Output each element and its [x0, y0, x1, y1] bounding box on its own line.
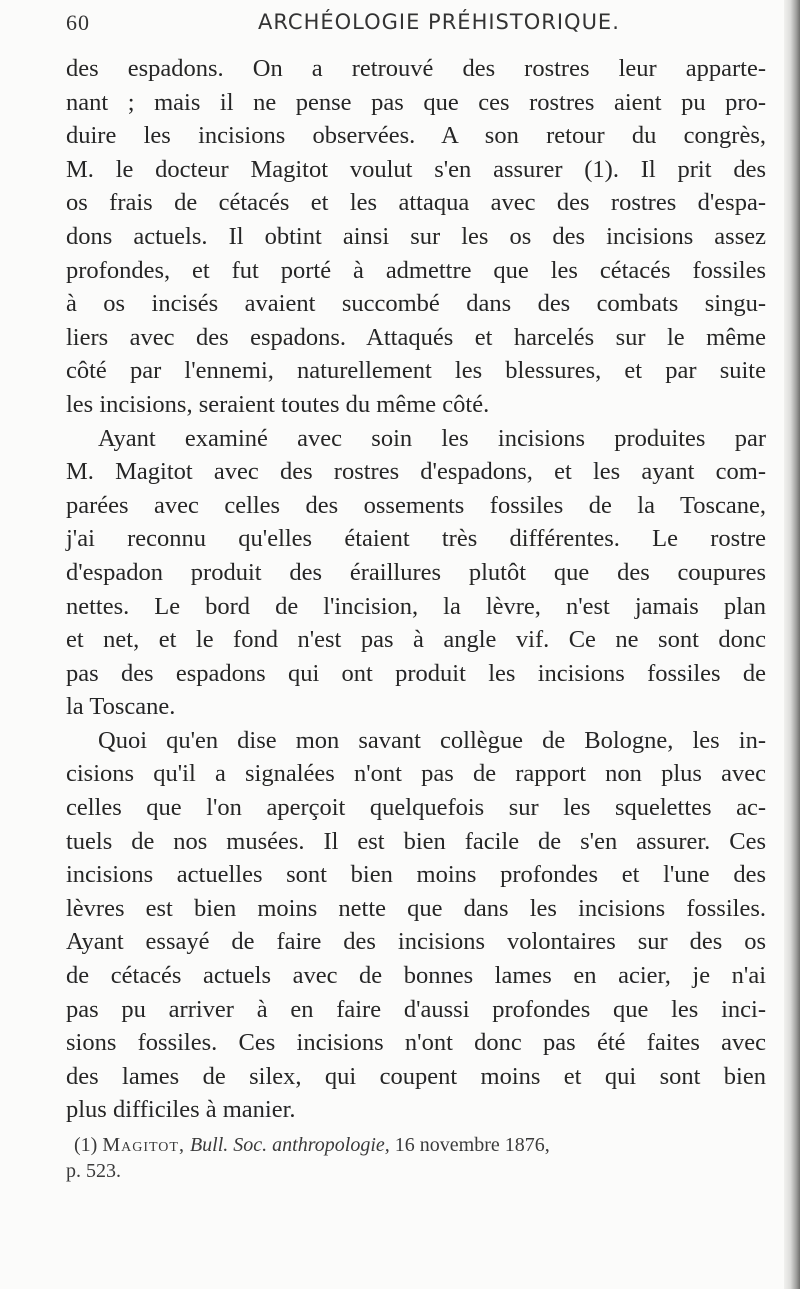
text-line: dons actuels. Il obtint ainsi sur les os des incisions assez [66, 222, 766, 250]
text-line: pas pu arriver à en faire d'aussi profondes que les inci- [66, 995, 766, 1023]
text-line: sions fossiles. Ces incisions n'ont donc pas été faites avec [66, 1029, 766, 1057]
text-line: les incisions, seraient toutes du même côté. [66, 390, 490, 418]
footnote-journal: Bull. Soc. anthropologie, [189, 1134, 390, 1156]
text-line: à os incisés avaient succombé dans des combats singu- [66, 290, 766, 318]
text-line: liers avec des espadons. Attaqués et harcelés sur le même [66, 323, 766, 351]
footnote-page: p. 523. [66, 1160, 121, 1182]
text-line: cisions qu'il a signalées n'ont pas de rapport non plus avec [66, 760, 766, 788]
text-line: M. le docteur Magitot voulut s'en assurer (1). Il prit des [66, 155, 766, 183]
text-line: incisions actuelles sont bien moins profondes et l'une des [66, 861, 766, 889]
paragraph-1 [66, 52, 766, 422]
page-number: 60 [66, 10, 90, 35]
text-line: de cétacés actuels avec de bonnes lames en acier, je n'ai [66, 962, 766, 990]
text-line: plus difficiles à manier. [66, 1096, 296, 1124]
text-line: tuels de nos musées. Il est bien facile de s'en assurer. Ces [66, 827, 766, 855]
text-line: duire les incisions observées. A son retour du congrès, [66, 122, 766, 150]
text-line: nettes. Le bord de l'incision, la lèvre, n'est jamais plan [66, 592, 766, 620]
body-text [66, 52, 766, 1127]
running-title: ARCHÉOLOGIE PRÉHISTORIQUE. [258, 10, 620, 34]
page-edge-shadow [784, 0, 800, 1289]
text-line: côté par l'ennemi, naturellement les blessures, et par suite [66, 357, 766, 385]
text-line: Ayant examiné avec soin les incisions produites par [98, 424, 766, 452]
text-line: la Toscane. [66, 693, 176, 721]
text-line: et net, et le fond n'est pas à angle vif. Ce ne sont donc [66, 626, 766, 654]
text-line: des lames de silex, qui coupent moins et qui sont bien [66, 1062, 766, 1090]
footnote-author: Magitot, [102, 1134, 185, 1156]
footnote-marker: (1) [74, 1134, 98, 1156]
text-line: M. Magitot avec des rostres d'espadons, et les ayant com- [66, 458, 766, 486]
text-line: d'espadon produit des éraillures plutôt que des coupures [66, 558, 766, 586]
running-head [0, 4, 770, 40]
text-line: celles que l'on aperçoit quelquefois sur les squelettes ac- [66, 794, 766, 822]
footnote-line [66, 1132, 766, 1158]
text-line: os frais de cétacés et les attaqua avec des rostres d'espa- [66, 189, 766, 217]
text-line: des espadons. On a retrouvé des rostres leur apparte- [66, 55, 766, 82]
paragraph-2 [66, 422, 766, 724]
text-line: Ayant essayé de faire des incisions volontaires sur des os [66, 928, 766, 956]
text-line: Quoi qu'en dise mon savant collègue de Bologne, les in- [98, 726, 766, 754]
footnote-date: 16 novembre 1876, [394, 1134, 550, 1156]
text-line: nant ; mais il ne pense pas que ces rostres aient pu pro- [66, 88, 766, 116]
paragraph-3 [66, 724, 766, 1127]
text-line: parées avec celles des ossements fossiles de la Toscane, [66, 491, 766, 519]
text-line: lèvres est bien moins nette que dans les incisions fossiles. [66, 894, 766, 922]
footnote [66, 1132, 766, 1184]
text-line: j'ai reconnu qu'elles étaient très différentes. Le rostre [66, 525, 766, 553]
text-line: pas des espadons qui ont produit les incisions fossiles de [66, 659, 766, 687]
text-line: profondes, et fut porté à admettre que les cétacés fossiles [66, 256, 766, 284]
